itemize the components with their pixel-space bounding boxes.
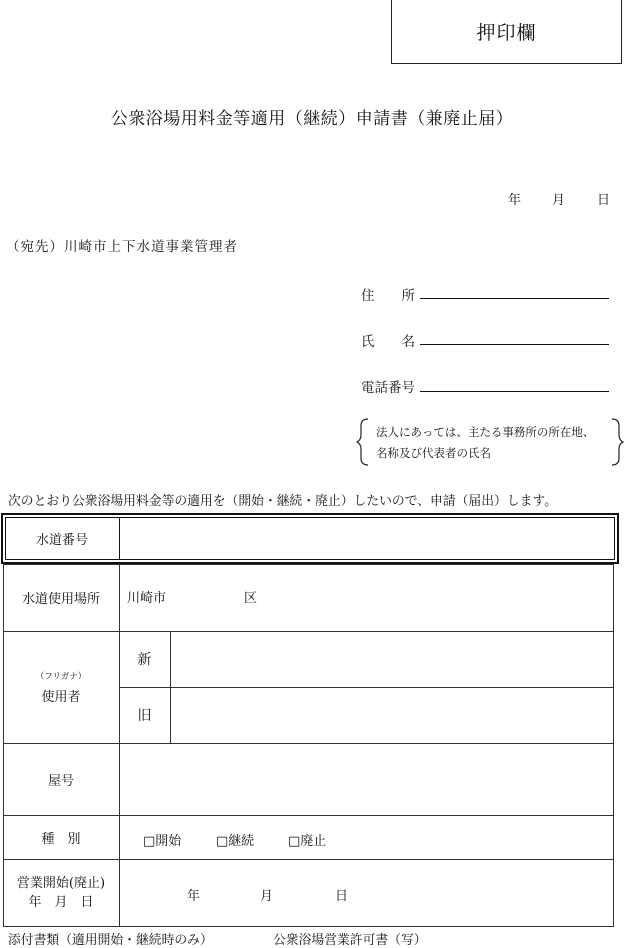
- water-number-divider: [119, 517, 120, 560]
- date-year-label: 年: [508, 193, 522, 208]
- start-month-input[interactable]: [205, 878, 257, 906]
- trade-name-input[interactable]: [121, 744, 612, 814]
- start-date-label-cell: [3, 859, 119, 927]
- address-field[interactable]: [420, 298, 609, 299]
- stamp-label: 押印欄: [476, 22, 537, 44]
- corporate-note-line2: 名称及び代表者の氏名: [376, 446, 491, 460]
- addressee: （宛先）川崎市上下水道事業管理者: [6, 239, 238, 255]
- corporate-note-line1: 法人にあっては、主たる事務所の所在地、: [376, 425, 595, 439]
- trade-name-label: 屋号: [47, 773, 74, 789]
- water-number-label: 水道番号: [35, 533, 88, 548]
- user-furigana-label: （フリガナ）: [35, 671, 87, 682]
- user-old-input[interactable]: [172, 688, 612, 742]
- start-month-label: 月: [260, 889, 274, 904]
- usage-place-label: 水道使用場所: [21, 592, 100, 607]
- address-label: 住 所: [361, 288, 415, 304]
- start-day-label: 日: [335, 889, 349, 904]
- usage-place-ward: 区: [244, 591, 258, 606]
- label-column-divider: [119, 564, 120, 927]
- new-old-divider: [170, 631, 171, 743]
- user-new-input[interactable]: [172, 632, 612, 686]
- user-new-label: 新: [137, 652, 152, 668]
- name-field[interactable]: [420, 344, 609, 345]
- type-option-start[interactable]: □開始: [143, 834, 182, 849]
- attachments-label: 添付書類（適用開始・継続時のみ）: [8, 933, 213, 948]
- date-month-label: 月: [552, 193, 566, 208]
- user-label: 使用者: [41, 689, 81, 705]
- usage-place-town-input[interactable]: [170, 575, 240, 605]
- name-label: 氏 名: [361, 334, 415, 350]
- attachments-item: 公衆浴場営業許可書（写）: [273, 933, 427, 948]
- usage-place-address-input[interactable]: [262, 575, 612, 605]
- start-year-label: 年: [187, 889, 201, 904]
- usage-place-city: 川崎市: [127, 591, 167, 606]
- type-option-discontinue[interactable]: □廃止: [288, 834, 327, 849]
- stamp-box: [391, 0, 622, 64]
- start-year-input[interactable]: [125, 878, 183, 906]
- phone-field[interactable]: [420, 391, 609, 392]
- water-number-input[interactable]: [121, 518, 613, 559]
- type-option-continue[interactable]: □継続: [216, 834, 255, 849]
- start-date-label-line2: 年 月 日: [28, 895, 94, 910]
- start-day-input[interactable]: [278, 878, 332, 906]
- user-old-label: 旧: [137, 708, 152, 724]
- phone-label: 電話番号: [361, 380, 415, 396]
- document-title: 公衆浴場用料金等適用（継続）申請書（兼廃止届）: [110, 109, 514, 129]
- user-label-cell: [3, 631, 119, 743]
- start-date-label-line1: 営業開始(廃止): [16, 876, 106, 891]
- type-label: 種 別: [41, 831, 81, 847]
- date-day-label: 日: [597, 193, 611, 208]
- intro-text: 次のとおり公衆浴場用料金等の適用を（開始・継続・廃止）したいので、申請（届出）します。: [8, 494, 557, 509]
